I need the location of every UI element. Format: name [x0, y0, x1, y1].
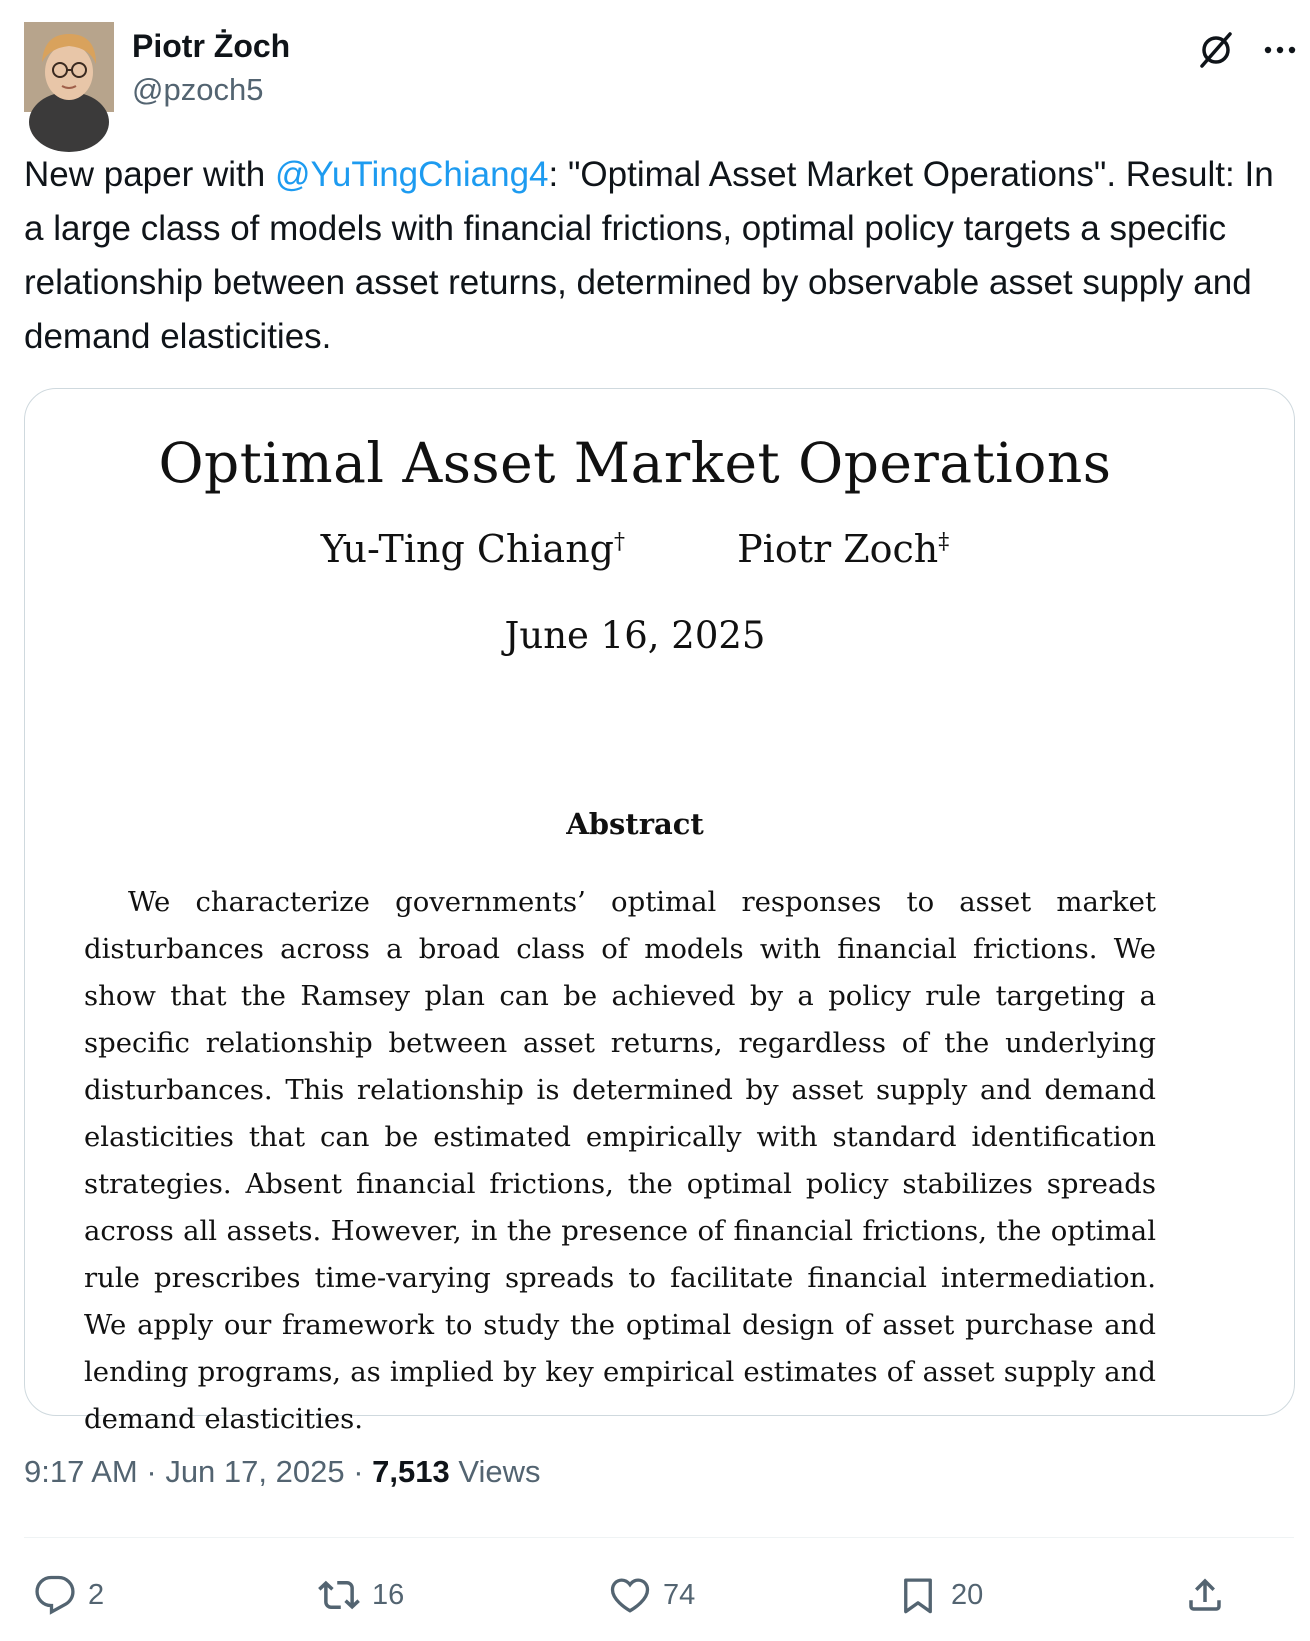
- like-count: 74: [663, 1578, 696, 1611]
- paper-author-1-mark: †: [614, 529, 626, 555]
- bookmark-count: 20: [951, 1578, 984, 1611]
- paper-date: June 16, 2025: [504, 614, 766, 657]
- paper-author-2-mark: ‡: [938, 529, 950, 555]
- paper-author-2: [737, 527, 949, 571]
- paper-title: Optimal Asset Market Operations: [158, 431, 1112, 495]
- divider: [24, 1537, 1294, 1538]
- like-button[interactable]: [609, 1565, 695, 1625]
- paper-abstract-heading: Abstract: [566, 807, 704, 841]
- share-button[interactable]: [1184, 1565, 1226, 1625]
- like-icon: [609, 1574, 651, 1616]
- reply-button[interactable]: [34, 1565, 104, 1625]
- tweet-text-before: New paper with: [24, 155, 275, 194]
- avatar[interactable]: [24, 22, 114, 112]
- mention-link[interactable]: @YuTingChiang4: [274, 155, 549, 194]
- bookmark-button[interactable]: [897, 1565, 983, 1625]
- bookmark-icon: [897, 1574, 939, 1616]
- reply-count: 2: [88, 1578, 105, 1611]
- views-label: Views: [449, 1454, 541, 1489]
- repost-icon: [318, 1574, 360, 1616]
- author-name[interactable]: Piotr Żoch: [132, 28, 291, 64]
- tweet-text-after: : "Optimal Asset Market Operations". Result: In a large class of models with financial frictions, optimal policy targets a specific relationship between asset returns, determined by observable asset supply and demand elasticities.: [24, 155, 1274, 356]
- meta-separator: ·: [137, 1454, 166, 1489]
- tweet-time[interactable]: 9:17 AM: [24, 1454, 138, 1489]
- paper-abstract: We characterize governments’ optimal responses to asset market disturbances across a broad class of models with financial frictions. We show that the Ramsey plan can be achieved by a policy rule targeting a specific relationship between asset returns, regardless of the underlying disturbances. This relationship is determined by asset supply and demand elasticities that can be estimated empirically with standard identification strategies. Absent financial frictions, the optimal policy stabilizes spreads across all assets. However, in the presence of financial frictions, the optimal rule prescribes time-varying spreads to facilitate financial intermediation. We apply our framework to study the optimal design of asset purchase and lending programs, as implied by key empirical estimates of asset supply and demand elasticities.: [84, 886, 1156, 1435]
- paper-authors: [25, 527, 1245, 571]
- action-bar: [24, 1565, 1294, 1625]
- repost-count: 16: [372, 1578, 405, 1611]
- tweet-date[interactable]: Jun 17, 2025: [165, 1454, 345, 1489]
- grok-icon[interactable]: [1194, 28, 1238, 72]
- reply-icon: [34, 1574, 76, 1616]
- author-handle[interactable]: @pzoch5: [132, 72, 264, 107]
- tweet-text: [24, 148, 1274, 364]
- tweet-header: [24, 22, 1294, 114]
- attached-image[interactable]: [24, 388, 1295, 1435]
- meta-separator: ·: [344, 1454, 373, 1489]
- repost-button[interactable]: [318, 1565, 404, 1625]
- more-icon[interactable]: [1258, 28, 1302, 72]
- share-icon: [1184, 1574, 1226, 1616]
- views-count: 7,513: [372, 1454, 450, 1489]
- paper-author-1-name: Yu-Ting Chiang: [320, 527, 615, 571]
- paper-page: [25, 389, 1294, 1435]
- paper-author-1: [321, 527, 625, 571]
- tweet-meta: [24, 1454, 540, 1490]
- paper-author-2-name: Piotr Zoch: [737, 527, 939, 571]
